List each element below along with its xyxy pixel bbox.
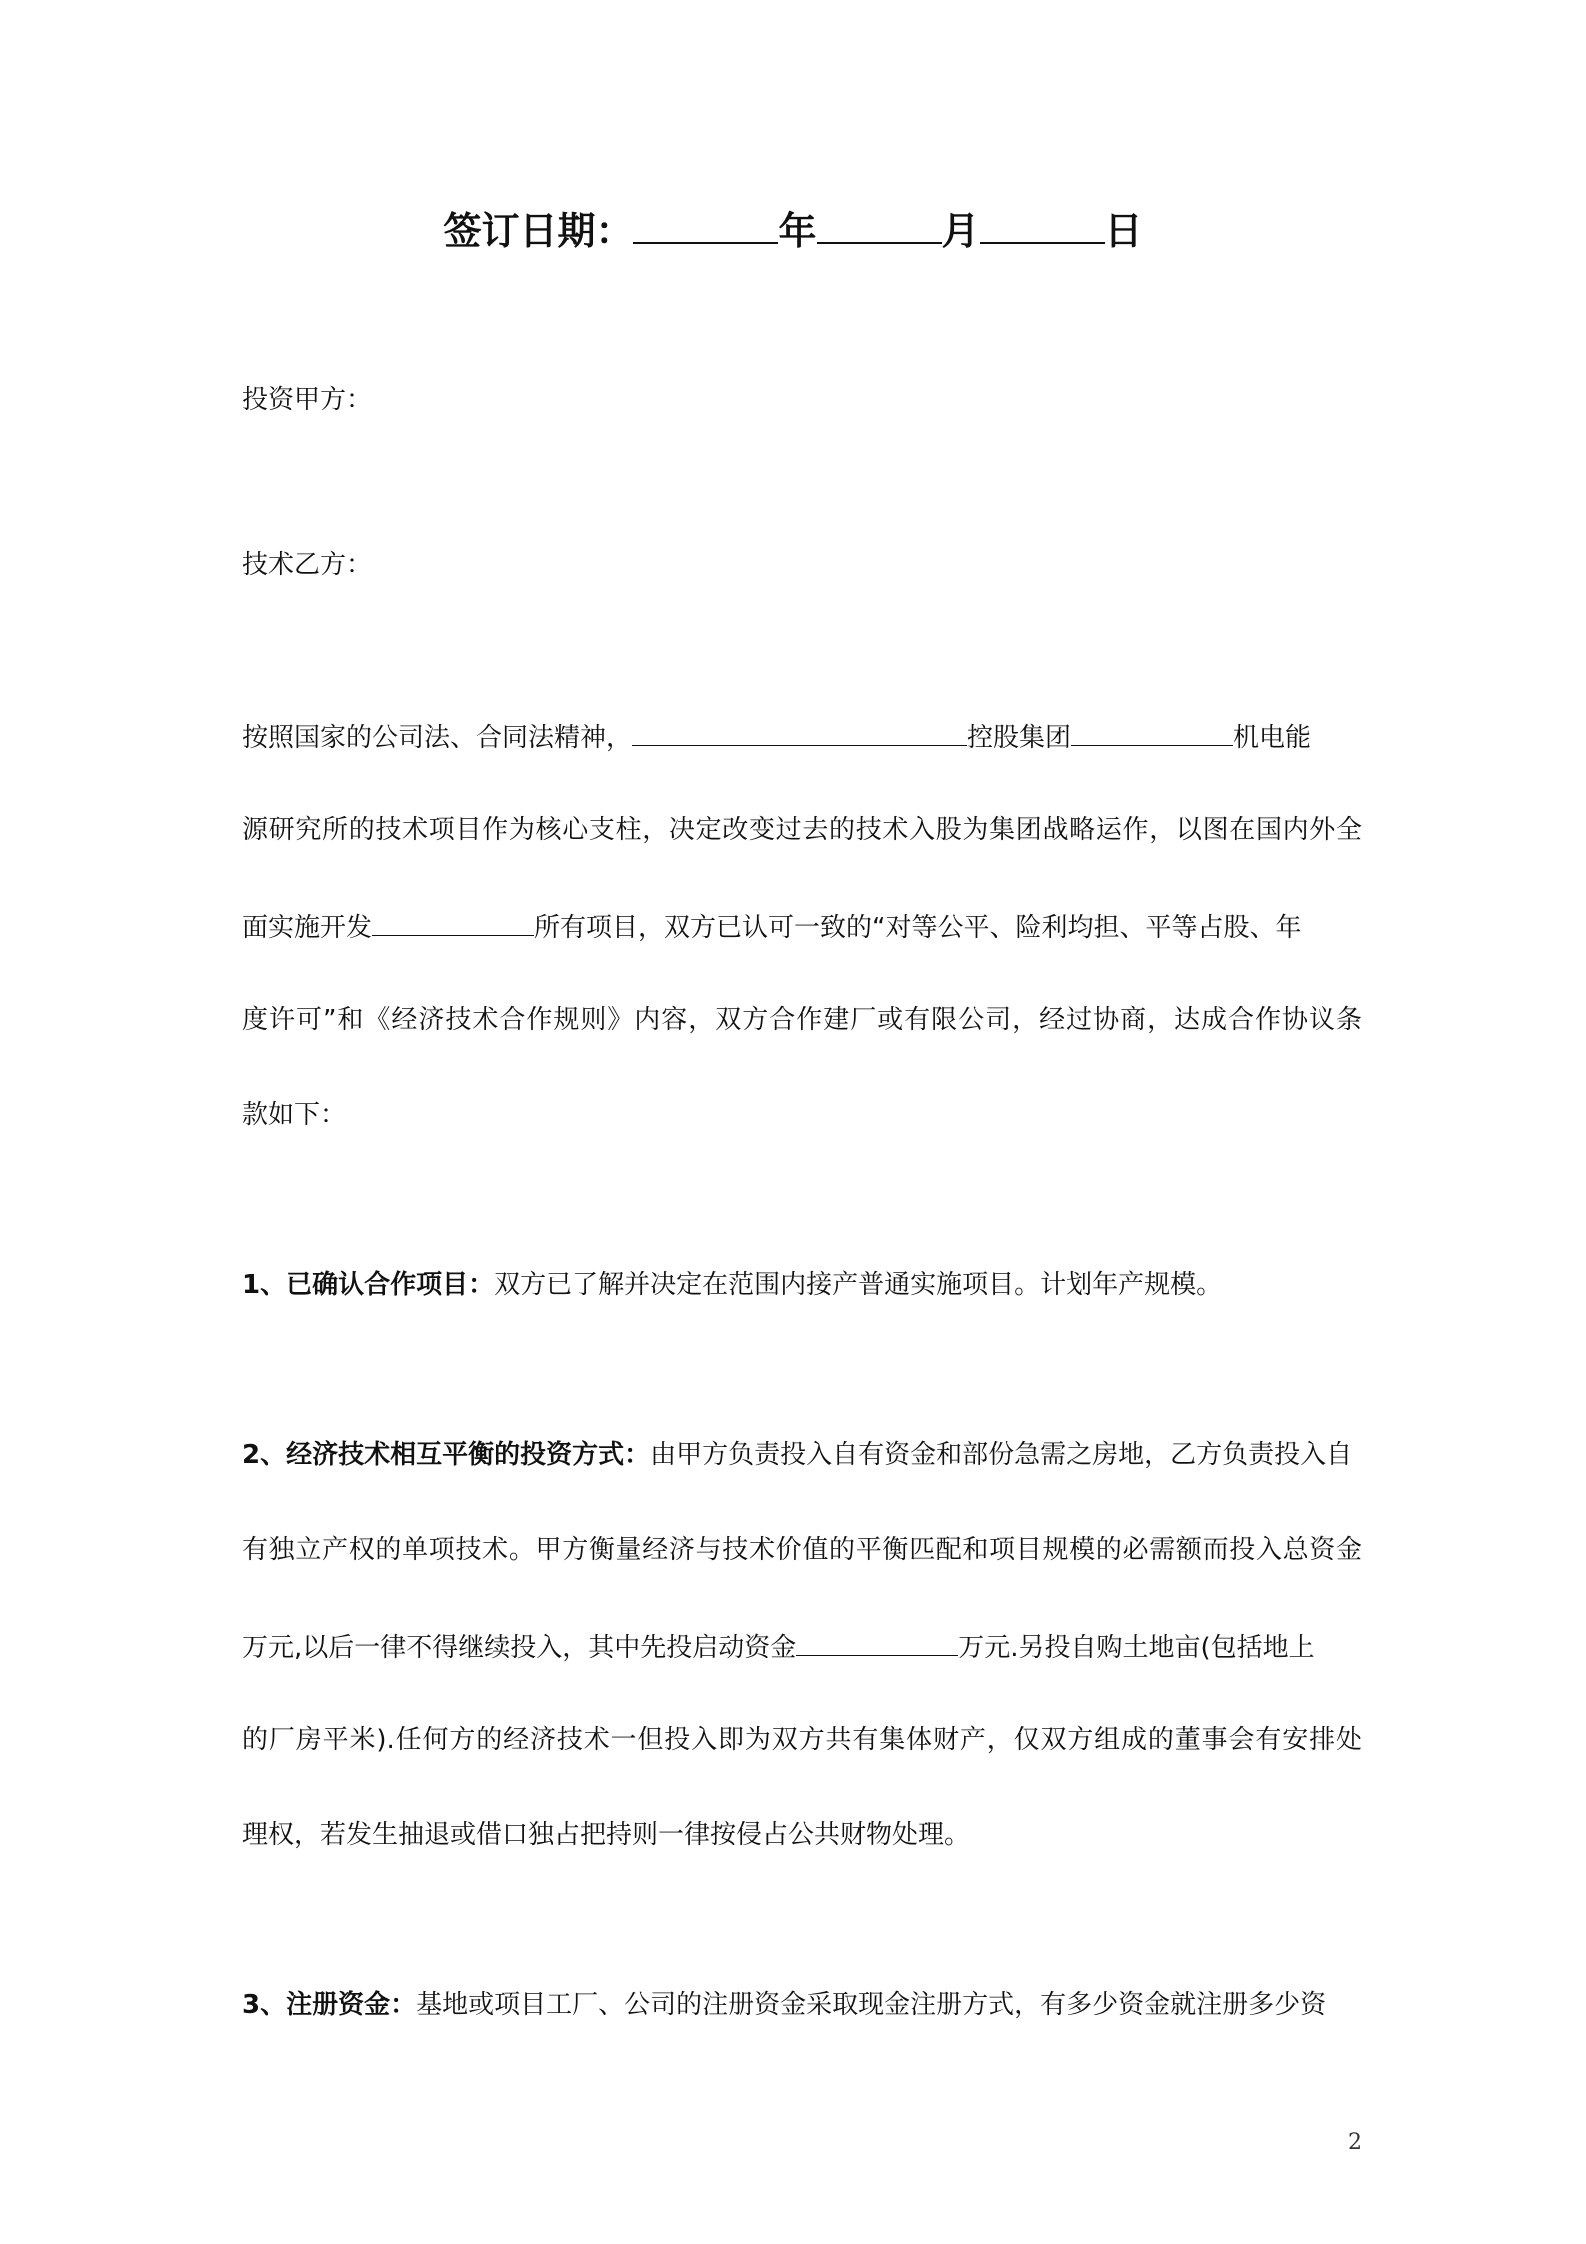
year-blank [633,198,778,244]
preamble-line-5: 款如下： [242,1100,347,1130]
preamble-text: 按照国家的公司法、合同法精神， [242,723,633,753]
party-a-label: 投资甲方： [242,385,373,415]
clause-1-text: 双方已了解并决定在范围内接产普通实施项目。计划年产规模。 [494,1270,1223,1300]
preamble-line-3 [242,905,1362,948]
month-blank [817,198,942,244]
clause-2-line-4: 的厂房平米).任何方的经济技术一但投入即为双方共有集体财产，仅双方组成的董事会有安排处 [242,1725,1362,1755]
year-label: 年 [778,209,817,253]
group-name-blank [632,715,967,746]
preamble-text: 面实施开发 [242,913,373,943]
preamble-text: 所有项目，双方已认可一致的“对等公平、险利均担、平等占股、年 [534,913,1302,943]
clause-2-text: 万元.另投自购土地亩(包括地上 [958,1633,1315,1663]
party-b-label: 技术乙方： [242,550,373,580]
project-name-blank [372,905,534,936]
clause-2-text: 万元,以后一律不得继续投入，其中先投启动资金 [242,1633,797,1663]
clause-2-line-2: 有独立产权的单项技术。甲方衡量经济与技术价值的平衡匹配和项目规模的必需额而投入总资金 [242,1535,1362,1565]
preamble-line-1 [242,715,1362,758]
signing-date-label: 签订日期： [443,209,634,253]
day-label: 日 [1104,209,1143,253]
clause-2-line-1 [242,1435,1362,1475]
signing-date-title [0,198,1586,261]
preamble-text: 控股集团 [967,723,1072,753]
clause-3 [242,1985,1362,2025]
clause-3-text: 基地或项目工厂、公司的注册资金采取现金注册方式，有多少资金就注册多少资 [416,1990,1327,2020]
month-label: 月 [941,209,980,253]
clause-1 [242,1265,1362,1305]
preamble-text: 机电能 [1233,723,1312,753]
day-blank [980,198,1105,244]
clause-3-heading: 3、注册资金： [242,1990,417,2020]
startup-funds-blank [796,1625,958,1656]
page-number: 2 [1348,2130,1362,2155]
clause-2-line-5: 理权，若发生抽退或借口独占把持则一律按侵占公共财物处理。 [242,1820,971,1850]
clause-2-heading: 2、经济技术相互平衡的投资方式： [242,1440,651,1470]
clause-1-heading: 1、已确认合作项目： [242,1270,495,1300]
clause-2-line-3 [242,1625,1362,1668]
preamble-line-2: 源研究所的技术项目作为核心支柱，决定改变过去的技术入股为集团战略运作，以图在国内外全 [242,815,1362,845]
clause-2-text: 由甲方负责投入自有资金和部份急需之房地，乙方负责投入自 [650,1440,1353,1470]
preamble-line-4: 度许可”和《经济技术合作规则》内容，双方合作建厂或有限公司，经过协商，达成合作协议条 [242,1005,1362,1035]
institute-name-blank [1071,715,1233,746]
